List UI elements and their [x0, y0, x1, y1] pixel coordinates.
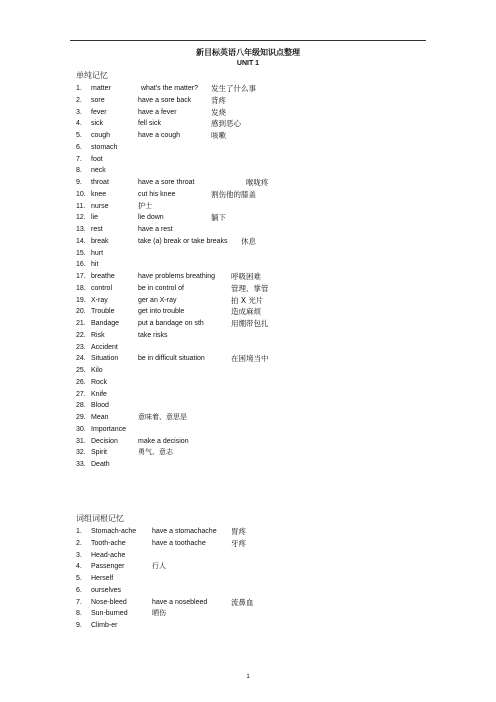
vocab-word: X-ray [91, 296, 108, 304]
vocab-word: control [91, 284, 113, 292]
vocab-phrase: take risks [138, 331, 168, 339]
item-number: 8. [76, 167, 82, 175]
document-title: 新目标英语八年级知识点整理 [196, 48, 300, 57]
vocab-word: sick [91, 120, 104, 128]
item-number: 9. [76, 179, 82, 186]
vocab-word: Blood [91, 402, 109, 410]
vocab-meaning: 在困境当中 [231, 354, 269, 364]
vocab-word: Mean [91, 414, 109, 421]
item-number: 18. [76, 284, 86, 292]
item-number: 7. [76, 598, 82, 606]
vocab-phrase: what's the matter? [141, 85, 198, 92]
item-number: 16. [76, 261, 86, 269]
item-number: 33. [76, 461, 86, 468]
vocab-meaning: 流鼻血 [231, 597, 254, 607]
vocab-word: ourselves [91, 586, 121, 594]
vocab-word: Situation [91, 355, 119, 363]
vocab-word: Tooth-ache [91, 539, 126, 547]
vocab-word: Bandage [91, 320, 120, 327]
vocab-meaning: 感到恶心 [211, 119, 241, 129]
vocab-phrase: have a sore throat [138, 179, 195, 186]
vocab-word: throat [91, 179, 109, 186]
vocab-word: rest [91, 226, 103, 233]
vocab-meaning: 牙疼 [231, 538, 246, 548]
item-number: 17. [76, 273, 86, 280]
item-number: 30. [76, 425, 86, 433]
item-number: 6. [76, 586, 82, 594]
vocab-word: stomach [91, 143, 118, 151]
item-number: 12. [76, 214, 86, 222]
vocab-meaning: 割伤他的膝盖 [211, 189, 256, 199]
vocab-word: hurt [91, 249, 104, 257]
vocab-word: neck [91, 167, 106, 175]
page-number: 1 [246, 674, 250, 680]
vocab-meaning: 发烧 [211, 107, 226, 117]
section-heading: 单纯记忆 [76, 71, 108, 80]
vocab-meaning: 造成麻烦 [231, 307, 261, 317]
vocab-word: Sun-burned [91, 610, 128, 618]
vocab-phrase: have a sore back [138, 96, 192, 104]
vocab-word: Risk [91, 331, 105, 339]
vocab-meaning: 背疼 [211, 95, 226, 105]
vocab-word: lie [91, 214, 99, 222]
vocab-phrase: have a toothache [152, 539, 206, 547]
vocab-word: Climb-er [91, 622, 118, 629]
vocab-meaning: 发生了什么事 [211, 84, 256, 93]
vocab-word: Nose-bleed [91, 598, 127, 606]
vocab-word: Trouble [91, 308, 115, 316]
vocab-phrase: have a nosebleed [152, 598, 208, 606]
vocab-word: hit [91, 261, 99, 269]
vocab-phrase: be in control of [138, 284, 184, 292]
vocab-phrase: 护士 [138, 202, 152, 210]
item-number: 3. [76, 108, 82, 116]
vocab-word: Accident [91, 343, 118, 351]
vocab-word: sore [91, 96, 105, 104]
item-number: 23. [76, 343, 86, 351]
vocab-phrase: get into trouble [138, 308, 185, 316]
vocab-word: breathe [91, 273, 115, 280]
vocab-phrase: take (a) break or take breaks [138, 237, 228, 245]
vocab-phrase: 意味着、意思是 [138, 414, 187, 421]
vocab-meaning: 用绷带包扎 [231, 319, 269, 328]
item-number: 22. [76, 331, 86, 339]
item-number: 4. [76, 120, 82, 128]
vocab-phrase: lie down [138, 214, 164, 222]
vocab-word: foot [91, 155, 103, 163]
item-number: 1. [76, 528, 82, 535]
unit-heading: UNIT 1 [236, 60, 260, 67]
vocab-phrase: have problems breathing [138, 273, 216, 280]
vocab-word: Death [91, 461, 110, 468]
header-rule [70, 40, 426, 41]
item-number: 8. [76, 610, 82, 618]
item-number: 19. [76, 296, 86, 304]
vocab-word: Importance [91, 425, 127, 433]
vocab-phrase: 晒伤 [152, 610, 166, 618]
vocab-word: Decision [91, 437, 118, 445]
vocab-phrase: make a decision [138, 437, 189, 445]
item-number: 27. [76, 390, 86, 398]
vocab-word: Passenger [91, 563, 125, 571]
item-number: 2. [76, 96, 82, 104]
item-number: 15. [76, 249, 86, 257]
vocab-phrase: fell sick [138, 120, 161, 128]
item-number: 11. [76, 202, 86, 210]
item-number: 10. [76, 190, 86, 198]
vocab-meaning: 呼吸困难 [231, 272, 261, 281]
item-number: 7. [76, 155, 82, 163]
item-number: 1. [76, 85, 82, 92]
vocab-word: Stomach-ache [91, 528, 137, 535]
item-number: 3. [76, 551, 82, 559]
item-number: 6. [76, 143, 82, 151]
item-number: 28. [76, 402, 86, 410]
vocab-meaning: 喉咙疼 [246, 178, 269, 187]
vocab-word: Rock [91, 378, 107, 386]
item-number: 2. [76, 539, 82, 547]
item-number: 14. [76, 237, 86, 245]
item-number: 9. [76, 622, 82, 629]
vocab-phrase: be in difficult situation [138, 355, 205, 363]
item-number: 21. [76, 320, 86, 327]
vocab-word: matter [91, 85, 111, 92]
vocab-word: cough [91, 132, 111, 139]
item-number: 32. [76, 449, 86, 457]
section-heading: 词组词根记忆 [76, 514, 124, 523]
vocab-phrase: have a fever [138, 108, 177, 116]
item-number: 24. [76, 355, 86, 363]
vocab-word: nurse [91, 202, 109, 210]
vocab-phrase: cut his knee [138, 190, 176, 198]
item-number: 25. [76, 367, 86, 374]
vocab-word: break [91, 237, 109, 245]
item-number: 4. [76, 563, 82, 571]
vocab-word: Knife [91, 390, 107, 398]
vocab-word: Head-ache [91, 551, 126, 559]
item-number: 5. [76, 575, 82, 582]
item-number: 20. [76, 308, 86, 316]
item-number: 31. [76, 437, 86, 445]
vocab-phrase: 行人 [152, 563, 166, 571]
vocab-phrase: have a stomachache [152, 528, 217, 535]
vocab-word: Spirit [91, 449, 107, 457]
item-number: 26. [76, 378, 86, 386]
vocab-word: knee [91, 190, 107, 198]
vocab-word: Herself [91, 575, 114, 582]
vocab-meaning: 躺下 [211, 213, 226, 223]
vocab-phrase: put a bandage on sth [138, 320, 204, 327]
vocab-word: fever [91, 108, 107, 116]
vocab-meaning: 咳嗽 [211, 131, 226, 140]
vocab-phrase: ger an X-ray [138, 296, 177, 304]
vocab-meaning: 拍 X 光片 [231, 295, 264, 305]
vocab-phrase: 勇气、意志 [138, 449, 173, 457]
vocab-phrase: have a rest [138, 226, 173, 233]
vocab-meaning: 休息 [241, 236, 256, 246]
vocab-word: Kilo [91, 367, 103, 374]
vocab-meaning: 管理、掌管 [231, 283, 269, 293]
item-number: 29. [76, 414, 86, 421]
item-number: 5. [76, 132, 82, 139]
item-number: 13. [76, 226, 86, 233]
vocab-meaning: 胃疼 [231, 527, 246, 536]
vocab-phrase: have a cough [138, 132, 181, 139]
